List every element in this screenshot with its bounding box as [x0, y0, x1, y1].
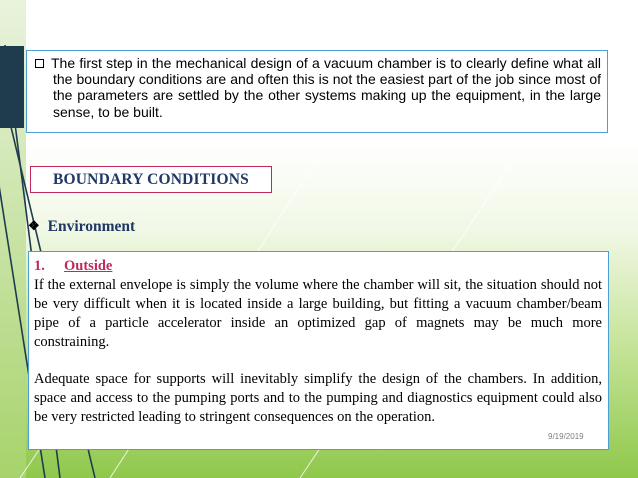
item-heading [34, 257, 602, 276]
slide-date: 9/19/2019 [548, 432, 584, 441]
checkbox-square-icon [35, 59, 44, 68]
item-number: 1. [34, 258, 45, 274]
section-title-box [30, 166, 272, 193]
dark-side-tab [0, 46, 24, 128]
section-title: BOUNDARY CONDITIONS [52, 171, 250, 188]
intro-paragraph [35, 55, 601, 120]
intro-text: The first step in the mechanical design of a vacuum chamber is to clearly define what all the boundary conditions are and often this is not the easiest part of the job since most of the parameters are settled by the other systems making up the equipment, in the large sense, to be built. [51, 55, 601, 120]
content-paragraph-1: If the external envelope is simply the volume where the chamber will sit, the situation should not be very difficult when it is located inside a large building, but fitting a vacuum chamber/beam pipe of a particle accelerator inside an optimized gap of magnets may be much more constraining. [34, 276, 602, 350]
content-box [28, 251, 609, 450]
intro-text-box [26, 50, 608, 133]
subsection-title: Environment [47, 218, 136, 235]
item-heading-text: Outside [64, 258, 113, 274]
content-paragraph-2: Adequate space for supports will inevitably simplify the design of the chambers. In addition, space and access to the pumping ports and to the pumping and diagnostics equipment could also be very restricted leading to stringent consequences on the operation. [34, 371, 602, 426]
diamond-four-petal-icon: ❖ [28, 218, 40, 233]
paragraph-gap [34, 352, 602, 371]
subsection-heading [28, 216, 135, 236]
